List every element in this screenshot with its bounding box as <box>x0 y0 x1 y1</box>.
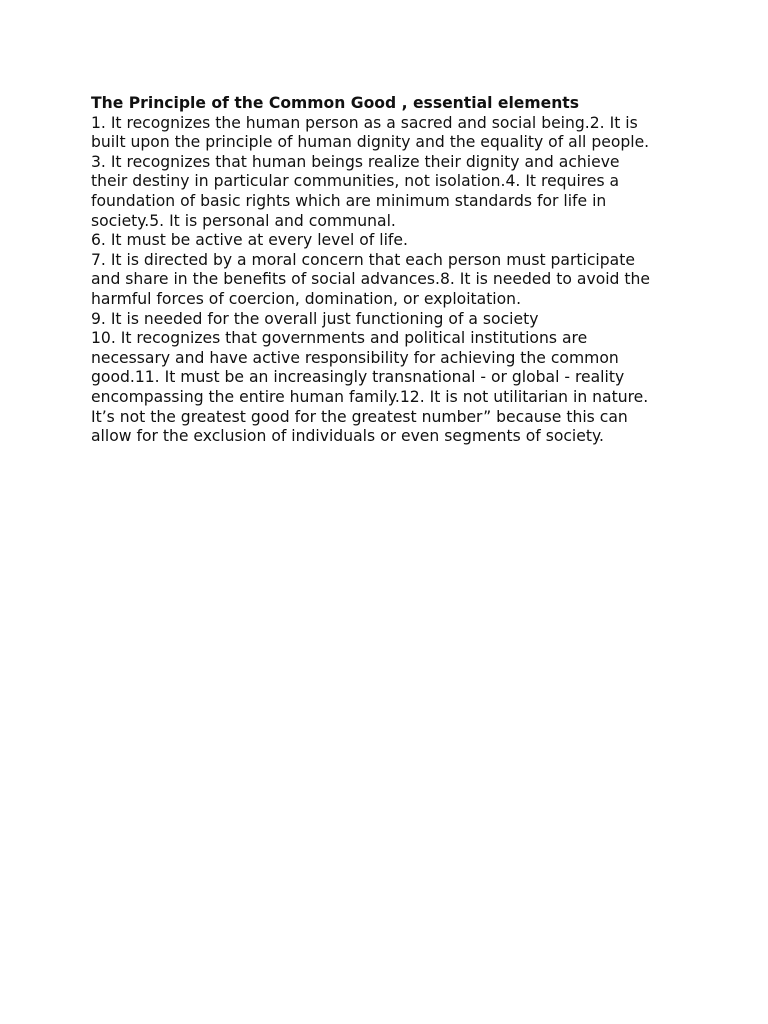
document-title: The Principle of the Common Good , essential elements <box>91 94 580 112</box>
text-line: 7. It is directed by a moral concern that each person must participate <box>91 250 635 269</box>
text-line: It’s not the greatest good for the greatest number” because this can <box>91 407 628 426</box>
text-line: their destiny in particular communities, not isolation.4. It requires a <box>91 172 620 191</box>
text-line: and share in the benefits of social advances.8. It is needed to avoid the <box>91 270 651 289</box>
text-line: encompassing the entire human family.12. It is not utilitarian in nature. <box>91 387 649 406</box>
text-line: allow for the exclusion of individuals or even segments of society. <box>91 427 604 446</box>
text-line: 9. It is needed for the overall just functioning of a society <box>91 309 539 328</box>
text-line: 3. It recognizes that human beings realize their dignity and achieve <box>91 152 620 171</box>
text-line: 1. It recognizes the human person as a sacred and social being.2. It is <box>91 113 638 132</box>
text-line: good.11. It must be an increasingly transnational - or global - reality <box>91 368 625 387</box>
text-line: necessary and have active responsibility for achieving the common <box>91 348 619 367</box>
document-body <box>91 94 691 447</box>
text-line: 6. It must be active at every level of life. <box>91 231 408 250</box>
text-line: 10. It recognizes that governments and political institutions are <box>91 329 588 348</box>
text-line: foundation of basic rights which are minimum standards for life in <box>91 191 607 210</box>
text-line: built upon the principle of human dignity and the equality of all people. <box>91 133 650 152</box>
text-line: society.5. It is personal and communal. <box>91 211 396 230</box>
text-line: harmful forces of coercion, domination, or exploitation. <box>91 289 522 308</box>
